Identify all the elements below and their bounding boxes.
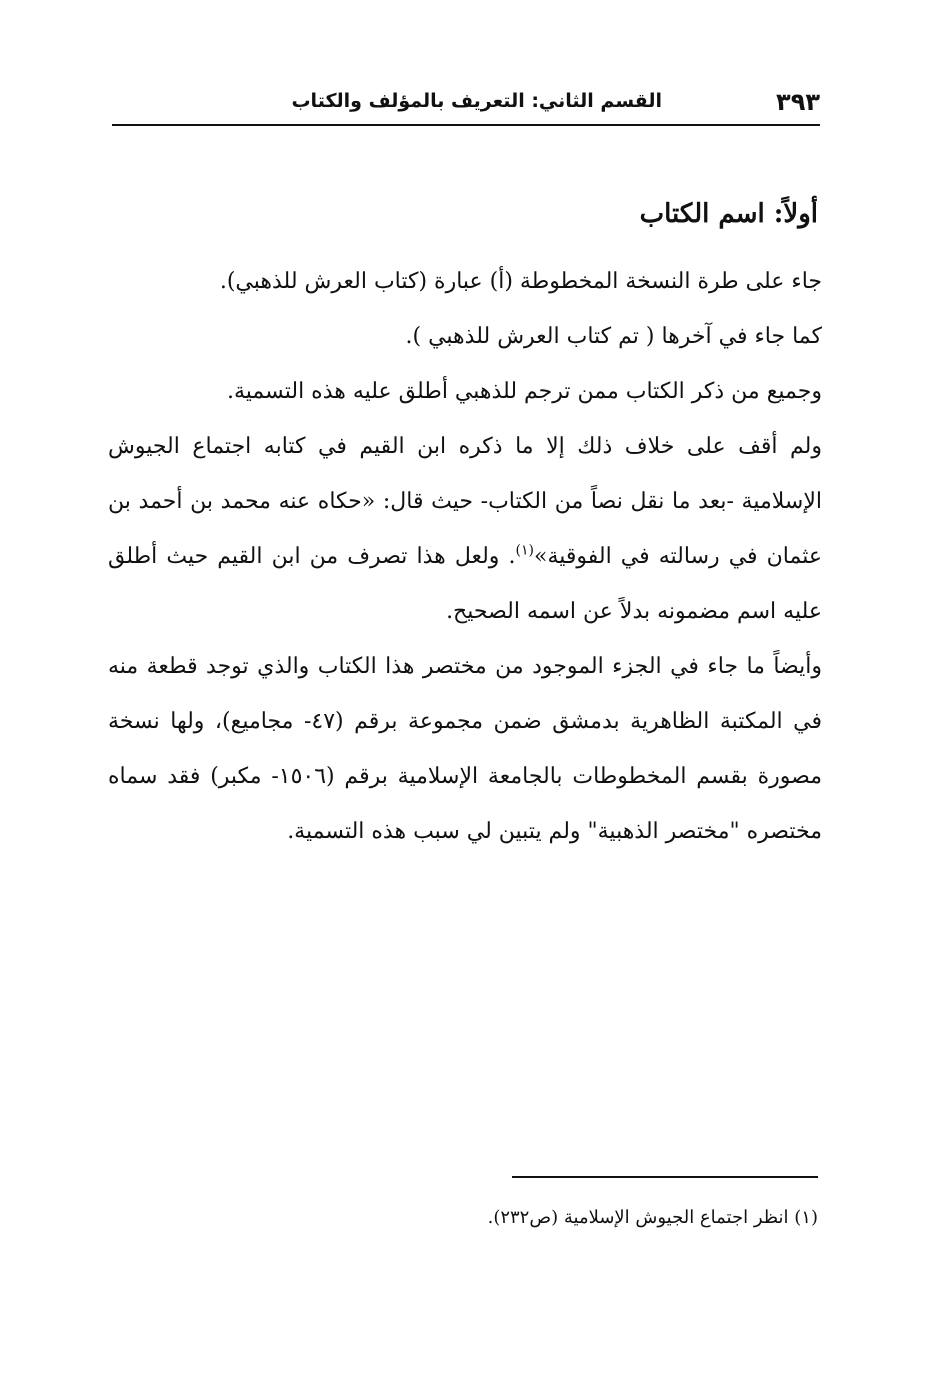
paragraph-4 xyxy=(108,419,822,639)
running-title: القسم الثاني: التعريف بالمؤلف والكتاب xyxy=(291,90,662,112)
paragraph-4-text: ولم أقف على خلاف ذلك إلا ما ذكره ابن القيم في كتابه اجتماع الجيوش الإسلامية -بعد ما نقل نصاً من الكتاب- حيث قال: «حكاه عنه محمد بن أحمد بن عثمان في رسالته في الفوقية» xyxy=(108,434,822,569)
footnote-marker[interactable]: (١) xyxy=(515,542,534,559)
footnote-1: (١) انظر اجتماع الجيوش الإسلامية (ص٢٣٢). xyxy=(487,1207,818,1228)
period: . xyxy=(499,544,516,569)
paragraph-1: جاء على طرة النسخة المخطوطة (أ) عبارة (كتاب العرش للذهبي). xyxy=(219,269,822,294)
page-header xyxy=(112,88,820,122)
header-rule xyxy=(112,124,820,126)
paragraph-5: وأيضاً ما جاء في الجزء الموجود من مختصر هذا الكتاب والذي توجد قطعة منه في المكتبة الظاهرية بدمشق ضمن مجموعة برقم (٤٧- مجاميع)، ولها نسخة مصورة بقسم المخطوطات بالجامعة الإسلامية برقم (١٥٠٦- مكبر) فقد سماه مختصره "مختصر الذهبية" ولم يتبين لي سبب هذه التسمية. xyxy=(108,654,822,844)
paragraph-3: وجميع من ذكر الكتاب ممن ترجم للذهبي أطلق عليه هذه التسمية. xyxy=(226,379,822,404)
footnote-rule xyxy=(512,1176,818,1178)
paragraph-2: كما جاء في آخرها ( تم كتاب العرش للذهبي ). xyxy=(405,324,822,349)
paragraph-4-continuation: ولعل هذا تصرف من ابن القيم حيث أطلق عليه اسم مضمونه بدلاً عن اسمه الصحيح. xyxy=(108,544,822,624)
main-text xyxy=(108,182,822,859)
page-number: ٣٩٣ xyxy=(776,88,820,116)
section-heading: أولاً: اسم الكتاب xyxy=(639,199,818,229)
